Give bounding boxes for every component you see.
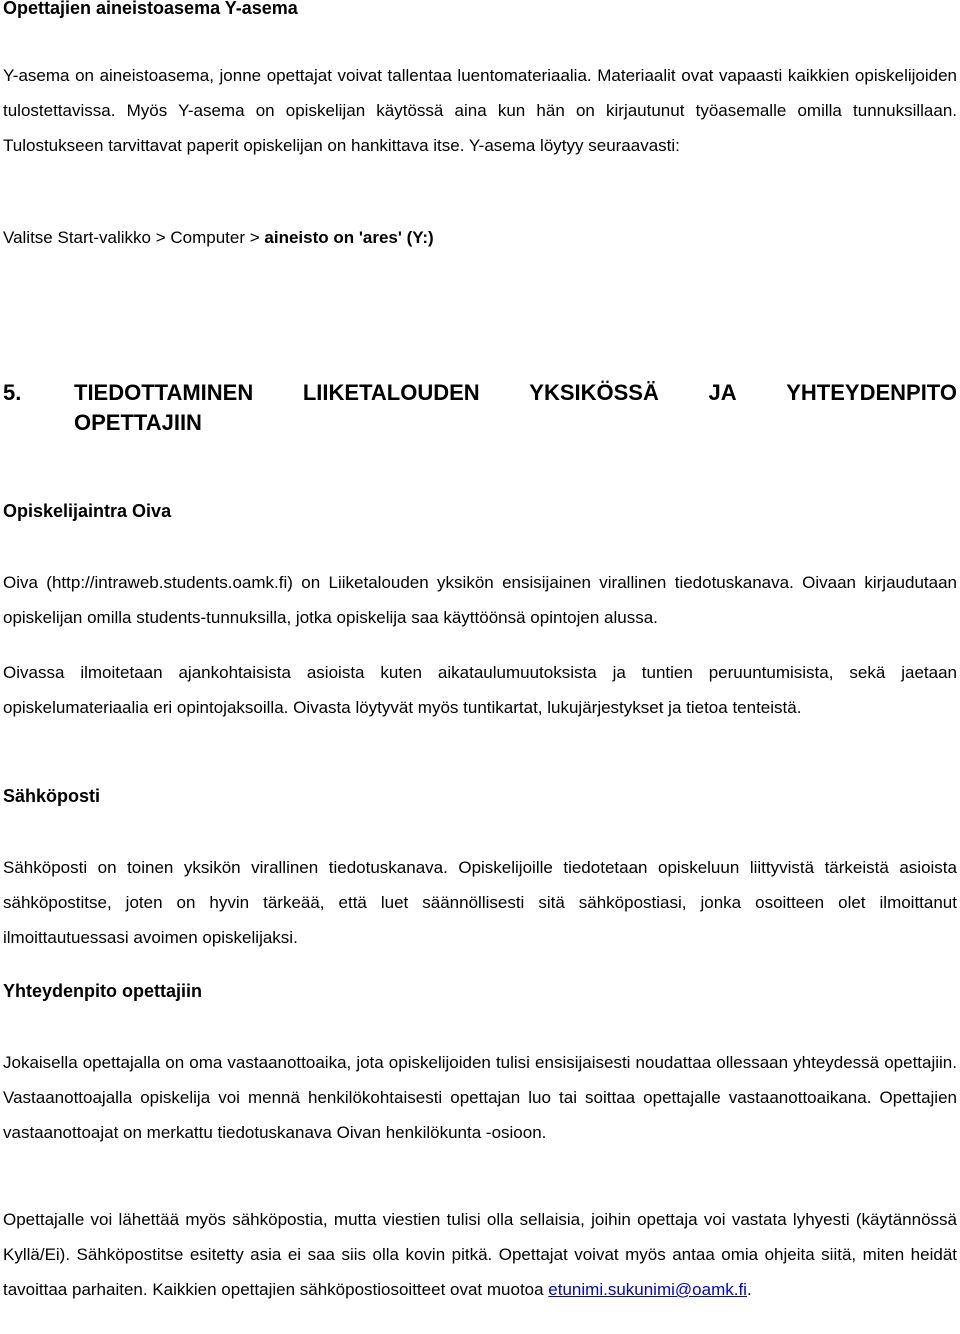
email-guidance-text: Opettajalle voi lähettää myös sähköpostia, mutta viestien tulisi olla sellaisia, joihin opettaja voi vastata lyhyesti (käytännössä Kyllä/Ei). Sähköpostitse esitetty asia ei saa siis olla kovin pitkä. Opettajat voivat myös antaa omia ohjeita siitä, miten heidät tavoittaa parhaiten. Kaikkien opettajien sähköpostiosoitteet ovat muotoa [3, 1210, 957, 1299]
section-title-word: JA [708, 380, 737, 405]
paragraph-sahkoposti-opettajalle [3, 1202, 957, 1307]
paragraph-vastaanottoaika: Jokaisella opettajalla on oma vastaanottoaika, jota opiskelijoiden tulisi ensisijaisesti noudattaa ollessaan yhteydessä opettajiin. Vastaanottoajalla opiskelija voi mennä henkilökohtaisesti opettajan luo tai soittaa opettajalle vastaanottoaikana. Opettajien vastaanottoajat on merkattu tiedotuskanava Oivan henkilökunta -osioon. [3, 1053, 957, 1142]
section-title-word: YKSIKÖSSÄ [529, 380, 659, 405]
path-drive-name: aineisto on 'ares' (Y:) [264, 228, 434, 247]
section-title-line1 [74, 378, 957, 408]
section-number: 5. [3, 380, 22, 405]
heading-yhteydenpito: Yhteydenpito opettajiin [3, 981, 203, 1001]
section-title-word: LIIKETALOUDEN [302, 380, 480, 405]
section-title-word: TIEDOTTAMINEN [74, 380, 254, 405]
heading-oiva: Opiskelijaintra Oiva [3, 501, 172, 521]
email-address-link[interactable]: etunimi.sukunimi@oamk.fi [548, 1280, 747, 1299]
email-guidance-end: . [746, 1280, 752, 1299]
path-prefix: Valitse Start-valikko > Computer > [3, 228, 265, 247]
paragraph-y-asema-path [3, 220, 434, 255]
paragraph-y-asema: Y-asema on aineistoasema, jonne opettajat voivat tallentaa luentomateriaalia. Materiaalit ovat vapaasti kaikkien opiskelijoiden tulostettavissa. Myös Y-asema on opiskelijan käytössä aina kun hän on kirjautunut työasemalle omilla tunnuksillaan. Tulostukseen tarvittavat paperit opiskelijan on hankittava itse. Y-asema löytyy seuraavasti: [3, 66, 957, 155]
heading-sahkoposti: Sähköposti [3, 786, 101, 806]
paragraph-oiva-intro: Oiva (http://intraweb.students.oamk.fi) on Liiketalouden yksikön ensisijainen virallinen tiedotuskanava. Oivaan kirjaudutaan opiskelijan omilla students-tunnuksilla, jotka opiskelija saa käyttöönsä opintojen alussa. [3, 573, 957, 627]
section-title-line2: OPETTAJIIN [74, 410, 202, 435]
paragraph-oiva-content: Oivassa ilmoitetaan ajankohtaisista asioista kuten aikataulumuutoksista ja tuntien peruuntumisista, sekä jaetaan opiskelumateriaalia eri opintojaksoilla. Oivasta löytyvät myös tuntikartat, lukujärjestykset ja tietoa tenteistä. [3, 663, 957, 717]
paragraph-sahkoposti: Sähköposti on toinen yksikön virallinen tiedotuskanava. Opiskelijoille tiedotetaan opiskeluun liittyvistä tärkeistä asioista sähköpostitse, joten on hyvin tärkeää, että luet säännöllisesti sitä sähköpostiasi, jonka osoitteen olet ilmoittanut ilmoittautuessasi avoimen opiskelijaksi. [3, 858, 957, 947]
section-5-heading [3, 378, 957, 438]
heading-y-asema: Opettajien aineistoasema Y-asema [3, 0, 298, 18]
section-title-word: YHTEYDENPITO [786, 380, 957, 405]
